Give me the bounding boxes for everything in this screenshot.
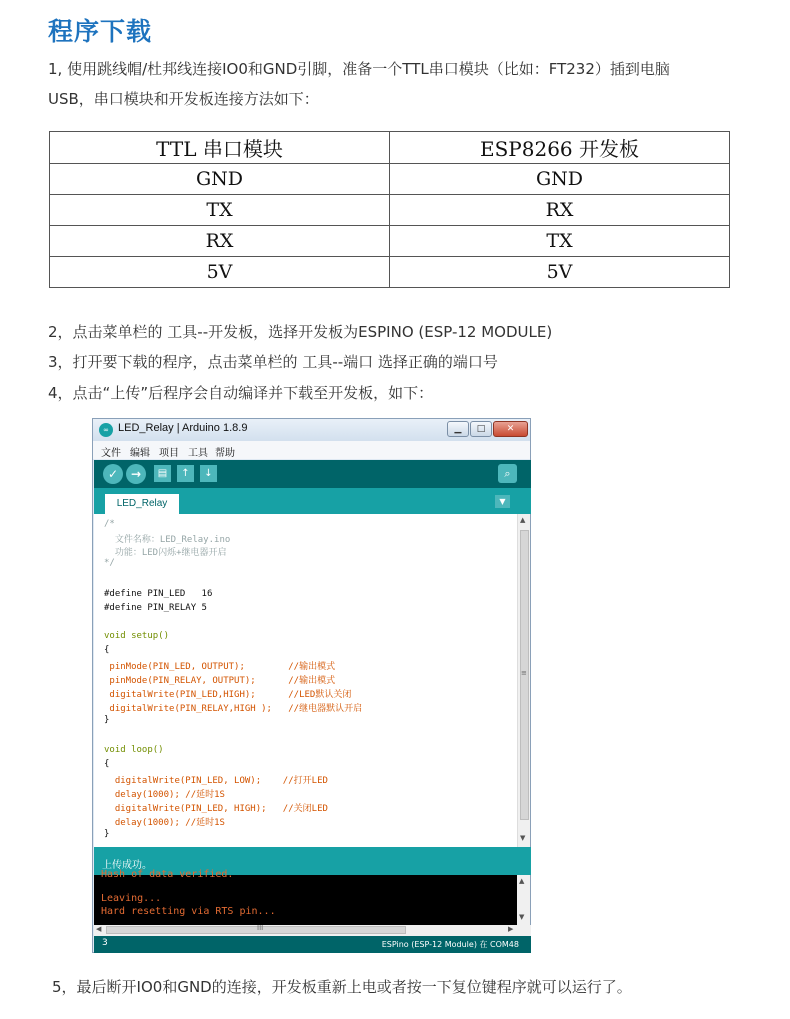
arduino-logo-icon: ∞	[99, 423, 113, 437]
code-line: delay(1000); //延时1S	[104, 790, 225, 800]
table-header-ttl: TTL 串口模块	[50, 132, 390, 164]
window-title: LED_Relay | Arduino 1.8.9	[118, 422, 248, 434]
editor-vertical-scrollbar[interactable]	[517, 514, 530, 847]
menu-tools[interactable]: 工具	[188, 448, 208, 459]
code-line: #define PIN_RELAY 5	[104, 603, 207, 613]
menu-sketch[interactable]: 项目	[159, 448, 179, 459]
console-line: Leaving...	[101, 893, 162, 904]
pin-connection-table	[49, 131, 730, 288]
scroll-up-icon[interactable]: ▲	[519, 877, 525, 885]
tab-led-relay[interactable]: LED_Relay	[105, 494, 179, 514]
code-line: #define PIN_LED 16	[104, 589, 213, 599]
upload-status: 上传成功。	[102, 860, 152, 871]
menu-edit[interactable]: 编辑	[130, 448, 150, 459]
code-line: 文件名称：LED_Relay.ino	[104, 535, 231, 545]
code-line: void loop()	[104, 745, 164, 755]
check-icon: ✓	[107, 467, 119, 481]
serial-monitor-button[interactable]	[498, 464, 517, 483]
code-line: */	[104, 558, 115, 568]
horizontal-scroll-thumb[interactable]	[106, 926, 406, 934]
code-line: void setup()	[104, 631, 170, 641]
output-console[interactable]	[94, 869, 518, 925]
scroll-left-icon[interactable]: ◀	[96, 925, 102, 933]
scroll-up-icon[interactable]: ▲	[520, 516, 526, 524]
section-heading: 程序下载	[48, 17, 153, 46]
table-row	[50, 226, 730, 257]
maximize-button[interactable]: □	[470, 421, 492, 437]
table-cell: GND	[390, 164, 730, 195]
console-line: Hash of data verified.	[101, 869, 234, 880]
code-line: digitalWrite(PIN_RELAY,HIGH ); //继电器默认开启	[104, 704, 363, 714]
chevron-down-icon: ▼	[499, 497, 506, 506]
upload-button[interactable]	[126, 464, 146, 484]
code-line: digitalWrite(PIN_LED, LOW); //打开LED	[104, 776, 328, 786]
menu-file[interactable]: 文件	[101, 448, 121, 459]
toolbar	[94, 460, 531, 488]
code-line: delay(1000); //延时1S	[104, 818, 225, 828]
arrow-down-icon: ↓	[204, 468, 213, 479]
scroll-grip-icon: III	[257, 924, 264, 932]
verify-button[interactable]	[103, 464, 123, 484]
menu-bar	[93, 441, 530, 459]
ide-footer	[94, 936, 531, 953]
tab-bar	[94, 488, 531, 514]
scroll-right-icon[interactable]: ▶	[508, 925, 514, 933]
scroll-grip-icon: ≡	[521, 669, 527, 677]
save-button[interactable]	[200, 465, 217, 482]
console-line: Hard resetting via RTS pin...	[101, 906, 276, 917]
window-titlebar[interactable]	[93, 419, 530, 441]
step3-text: 3，打开要下载的程序，点击菜单栏的 工具--端口 选择正确的端口号	[48, 353, 498, 371]
step1-line2: USB，串口模块和开发板连接方法如下：	[48, 90, 319, 108]
table-cell: RX	[50, 226, 390, 257]
step4-text: 4，点击“上传”后程序会自动编译并下载至开发板，如下：	[48, 384, 434, 402]
line-number: 3	[102, 938, 108, 948]
open-button[interactable]	[177, 465, 194, 482]
code-line: 功能：LED闪烁+继电器开启	[104, 548, 227, 558]
magnifier-icon: ⌕	[504, 467, 511, 480]
minimize-button[interactable]: ▁	[447, 421, 469, 437]
console-vertical-scrollbar[interactable]	[517, 875, 530, 925]
table-cell: TX	[390, 226, 730, 257]
code-line: {	[104, 759, 110, 769]
arrow-up-icon: ↑	[181, 468, 190, 479]
tab-menu-button[interactable]	[495, 495, 510, 508]
table-cell: 5V	[390, 257, 730, 288]
table-cell: RX	[390, 195, 730, 226]
code-line: }	[104, 829, 110, 839]
table-cell: GND	[50, 164, 390, 195]
step5-text: 5，最后断开IO0和GND的连接，开发板重新上电或者按一下复位键程序就可以运行了。	[52, 978, 632, 996]
new-file-icon: ▤	[157, 468, 168, 479]
new-button[interactable]	[154, 465, 171, 482]
table-row	[50, 195, 730, 226]
table-cell: 5V	[50, 257, 390, 288]
scroll-down-icon[interactable]: ▼	[519, 913, 525, 921]
code-line: digitalWrite(PIN_LED,HIGH); //LED默认关闭	[104, 690, 352, 700]
code-line: digitalWrite(PIN_LED, HIGH); //关闭LED	[104, 804, 328, 814]
code-line: {	[104, 645, 110, 655]
step2-text: 2，点击菜单栏的 工具--开发板，选择开发板为ESPINO (ESP-12 MODULE)	[48, 323, 553, 341]
console-horizontal-scrollbar[interactable]	[94, 925, 531, 936]
arduino-ide-window	[92, 418, 531, 953]
table-cell: TX	[50, 195, 390, 226]
arrow-right-icon: →	[130, 467, 142, 481]
menu-help[interactable]: 帮助	[215, 448, 235, 459]
code-line: pinMode(PIN_RELAY, OUTPUT); //输出模式	[104, 676, 336, 686]
board-port-info: ESPino (ESP-12 Module) 在 COM48	[381, 940, 519, 949]
code-line: }	[104, 715, 110, 725]
step1-line1: 1, 使用跳线帽/杜邦线连接IO0和GND引脚，准备一个TTL串口模块（比如：FT232）插到电脑	[48, 60, 670, 78]
table-row	[50, 257, 730, 288]
table-header-esp: ESP8266 开发板	[390, 132, 730, 164]
table-row	[50, 164, 730, 195]
close-button[interactable]: ✕	[493, 421, 528, 437]
code-editor[interactable]	[94, 514, 518, 847]
code-line: /*	[104, 519, 115, 529]
scroll-down-icon[interactable]: ▼	[520, 834, 526, 842]
code-line: pinMode(PIN_LED, OUTPUT); //输出模式	[104, 662, 336, 672]
